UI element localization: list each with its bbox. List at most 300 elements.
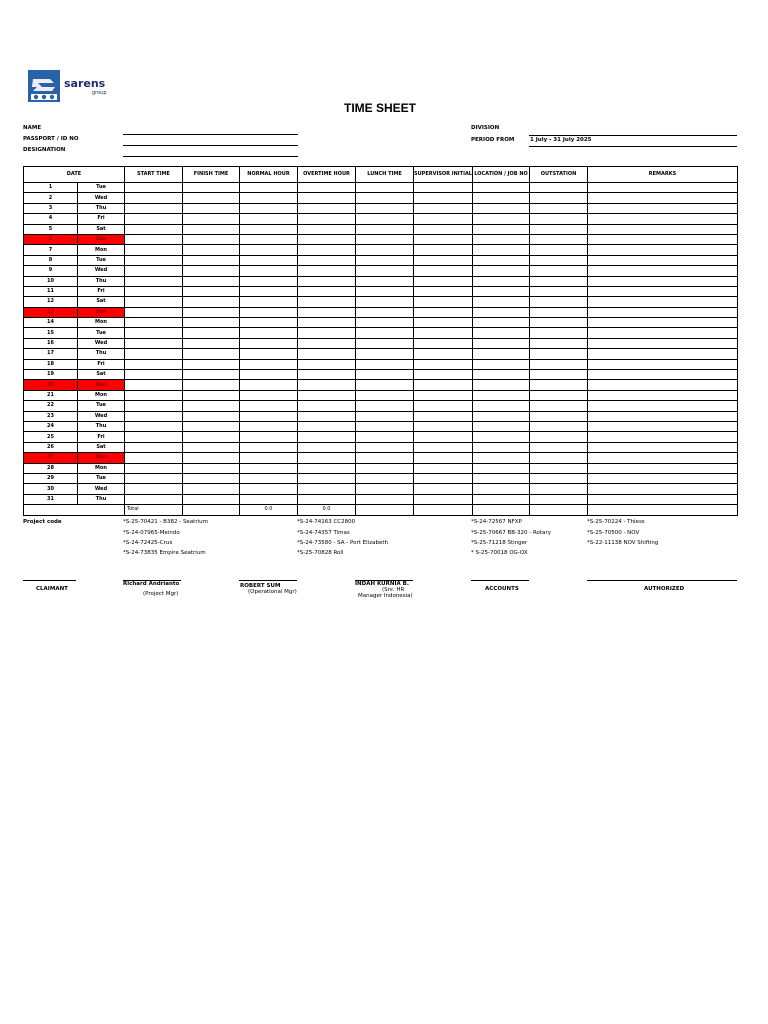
- entry-cell[interactable]: [414, 338, 473, 348]
- entry-cell[interactable]: [183, 203, 240, 213]
- entry-cell[interactable]: [356, 349, 414, 359]
- entry-cell[interactable]: [530, 401, 588, 411]
- entry-cell[interactable]: [473, 494, 530, 504]
- om-sign-line[interactable]: [239, 580, 297, 581]
- entry-cell[interactable]: [183, 359, 240, 369]
- entry-cell[interactable]: [125, 442, 183, 452]
- entry-cell[interactable]: [298, 370, 356, 380]
- entry-cell[interactable]: [530, 432, 588, 442]
- entry-cell[interactable]: [183, 484, 240, 494]
- entry-cell[interactable]: [588, 370, 738, 380]
- entry-cell[interactable]: [530, 442, 588, 452]
- entry-cell[interactable]: [240, 359, 298, 369]
- entry-cell[interactable]: [240, 401, 298, 411]
- entry-cell[interactable]: [530, 338, 588, 348]
- entry-cell[interactable]: [588, 224, 738, 234]
- entry-cell[interactable]: [125, 411, 183, 421]
- entry-cell[interactable]: [240, 432, 298, 442]
- entry-cell[interactable]: [356, 338, 414, 348]
- entry-cell[interactable]: [414, 473, 473, 483]
- entry-cell[interactable]: [356, 286, 414, 296]
- entry-cell[interactable]: [125, 338, 183, 348]
- entry-cell[interactable]: [240, 193, 298, 203]
- entry-cell[interactable]: [588, 328, 738, 338]
- entry-cell[interactable]: [414, 349, 473, 359]
- entry-cell[interactable]: [414, 494, 473, 504]
- entry-cell[interactable]: [298, 349, 356, 359]
- entry-cell[interactable]: [125, 286, 183, 296]
- entry-cell[interactable]: [588, 214, 738, 224]
- entry-cell[interactable]: [125, 234, 183, 244]
- entry-cell[interactable]: [414, 255, 473, 265]
- entry-cell[interactable]: [183, 380, 240, 390]
- entry-cell[interactable]: [473, 266, 530, 276]
- project-code-item: *S-25-70828 Roll: [297, 550, 344, 556]
- entry-cell[interactable]: [530, 390, 588, 400]
- authorized-sign-line[interactable]: [587, 580, 737, 581]
- entry-cell[interactable]: [356, 266, 414, 276]
- entry-cell[interactable]: [356, 193, 414, 203]
- entry-cell[interactable]: [588, 390, 738, 400]
- entry-cell[interactable]: [414, 442, 473, 452]
- entry-cell[interactable]: [298, 203, 356, 213]
- entry-cell[interactable]: [183, 193, 240, 203]
- entry-cell[interactable]: [125, 307, 183, 317]
- entry-cell[interactable]: [530, 453, 588, 463]
- entry-cell[interactable]: [298, 276, 356, 286]
- entry-cell[interactable]: [530, 183, 588, 193]
- entry-cell[interactable]: [414, 266, 473, 276]
- entry-cell[interactable]: [356, 359, 414, 369]
- day-number-cell: 3: [24, 203, 78, 213]
- entry-cell[interactable]: [298, 318, 356, 328]
- entry-cell[interactable]: [473, 183, 530, 193]
- entry-cell[interactable]: [240, 328, 298, 338]
- entry-cell[interactable]: [298, 183, 356, 193]
- entry-cell[interactable]: [356, 245, 414, 255]
- entry-cell[interactable]: [183, 442, 240, 452]
- entry-cell[interactable]: [356, 390, 414, 400]
- entry-cell[interactable]: [240, 338, 298, 348]
- entry-cell[interactable]: [356, 484, 414, 494]
- entry-cell[interactable]: [240, 286, 298, 296]
- entry-cell[interactable]: [473, 328, 530, 338]
- entry-cell[interactable]: [414, 307, 473, 317]
- day-number-cell: 24: [24, 421, 78, 431]
- entry-cell[interactable]: [356, 183, 414, 193]
- entry-cell[interactable]: [298, 411, 356, 421]
- entry-cell[interactable]: [414, 463, 473, 473]
- entry-cell[interactable]: [125, 245, 183, 255]
- entry-cell[interactable]: [125, 432, 183, 442]
- entry-cell[interactable]: [473, 442, 530, 452]
- entry-cell[interactable]: [588, 432, 738, 442]
- entry-cell[interactable]: [298, 307, 356, 317]
- entry-cell[interactable]: [356, 234, 414, 244]
- entry-cell[interactable]: [183, 224, 240, 234]
- total-blank: [356, 505, 414, 515]
- entry-cell[interactable]: [588, 359, 738, 369]
- entry-cell[interactable]: [588, 286, 738, 296]
- entry-cell[interactable]: [530, 411, 588, 421]
- entry-cell[interactable]: [588, 234, 738, 244]
- entry-cell[interactable]: [473, 484, 530, 494]
- entry-cell[interactable]: [588, 203, 738, 213]
- entry-cell[interactable]: [530, 297, 588, 307]
- entry-cell[interactable]: [530, 494, 588, 504]
- entry-cell[interactable]: [240, 453, 298, 463]
- entry-cell[interactable]: [588, 442, 738, 452]
- entry-cell[interactable]: [356, 307, 414, 317]
- entry-cell[interactable]: [183, 411, 240, 421]
- entry-cell[interactable]: [473, 401, 530, 411]
- entry-cell[interactable]: [298, 214, 356, 224]
- entry-cell[interactable]: [473, 307, 530, 317]
- entry-cell[interactable]: [298, 432, 356, 442]
- entry-cell[interactable]: [530, 359, 588, 369]
- entry-cell[interactable]: [414, 411, 473, 421]
- entry-cell[interactable]: [473, 453, 530, 463]
- entry-cell[interactable]: [356, 214, 414, 224]
- entry-cell[interactable]: [530, 380, 588, 390]
- entry-cell[interactable]: [530, 349, 588, 359]
- table-row: [24, 432, 738, 442]
- entry-cell[interactable]: [473, 203, 530, 213]
- entry-cell[interactable]: [125, 473, 183, 483]
- entry-cell[interactable]: [240, 234, 298, 244]
- entry-cell[interactable]: [183, 214, 240, 224]
- entry-cell[interactable]: [414, 286, 473, 296]
- entry-cell[interactable]: [125, 318, 183, 328]
- entry-cell[interactable]: [183, 370, 240, 380]
- entry-cell[interactable]: [473, 245, 530, 255]
- entry-cell[interactable]: [240, 276, 298, 286]
- entry-cell[interactable]: [183, 494, 240, 504]
- entry-cell[interactable]: [298, 255, 356, 265]
- entry-cell[interactable]: [298, 463, 356, 473]
- entry-cell[interactable]: [356, 432, 414, 442]
- entry-cell[interactable]: [240, 473, 298, 483]
- entry-cell[interactable]: [414, 297, 473, 307]
- entry-cell[interactable]: [530, 234, 588, 244]
- entry-cell[interactable]: [414, 245, 473, 255]
- entry-cell[interactable]: [356, 318, 414, 328]
- entry-cell[interactable]: [588, 318, 738, 328]
- entry-cell[interactable]: [125, 370, 183, 380]
- entry-cell[interactable]: [414, 193, 473, 203]
- entry-cell[interactable]: [356, 401, 414, 411]
- entry-cell[interactable]: [298, 494, 356, 504]
- entry-cell[interactable]: [530, 224, 588, 234]
- entry-cell[interactable]: [473, 338, 530, 348]
- entry-cell[interactable]: [588, 411, 738, 421]
- entry-cell[interactable]: [125, 297, 183, 307]
- entry-cell[interactable]: [356, 297, 414, 307]
- entry-cell[interactable]: [125, 359, 183, 369]
- entry-cell[interactable]: [298, 473, 356, 483]
- entry-cell[interactable]: [414, 224, 473, 234]
- entry-cell[interactable]: [414, 484, 473, 494]
- day-number-cell: 13: [24, 307, 78, 317]
- entry-cell[interactable]: [125, 255, 183, 265]
- entry-cell[interactable]: [588, 297, 738, 307]
- entry-cell[interactable]: [240, 266, 298, 276]
- entry-cell[interactable]: [240, 224, 298, 234]
- entry-cell[interactable]: [240, 421, 298, 431]
- entry-cell[interactable]: [356, 380, 414, 390]
- entry-cell[interactable]: [298, 224, 356, 234]
- entry-cell[interactable]: [530, 286, 588, 296]
- entry-cell[interactable]: [414, 214, 473, 224]
- entry-cell[interactable]: [125, 276, 183, 286]
- entry-cell[interactable]: [356, 203, 414, 213]
- entry-cell[interactable]: [125, 380, 183, 390]
- entry-cell[interactable]: [356, 494, 414, 504]
- entry-cell[interactable]: [473, 432, 530, 442]
- entry-cell[interactable]: [530, 318, 588, 328]
- entry-cell[interactable]: [298, 328, 356, 338]
- entry-cell[interactable]: [183, 401, 240, 411]
- entry-cell[interactable]: [240, 255, 298, 265]
- entry-cell[interactable]: [588, 349, 738, 359]
- entry-cell[interactable]: [588, 463, 738, 473]
- entry-cell[interactable]: [588, 276, 738, 286]
- entry-cell[interactable]: [473, 411, 530, 421]
- entry-cell[interactable]: [356, 463, 414, 473]
- entry-cell[interactable]: [473, 390, 530, 400]
- entry-cell[interactable]: [588, 484, 738, 494]
- entry-cell[interactable]: [588, 266, 738, 276]
- entry-cell[interactable]: [125, 193, 183, 203]
- entry-cell[interactable]: [588, 473, 738, 483]
- entry-cell[interactable]: [473, 286, 530, 296]
- entry-cell[interactable]: [298, 286, 356, 296]
- entry-cell[interactable]: [414, 453, 473, 463]
- project-code-item: *S-22-11138 NOV Shifting: [587, 540, 659, 546]
- entry-cell[interactable]: [473, 370, 530, 380]
- entry-cell[interactable]: [414, 359, 473, 369]
- entry-cell[interactable]: [356, 453, 414, 463]
- entry-cell[interactable]: [473, 349, 530, 359]
- entry-cell[interactable]: [530, 266, 588, 276]
- passport-field[interactable]: [123, 145, 298, 146]
- entry-cell[interactable]: [240, 370, 298, 380]
- entry-cell[interactable]: [183, 453, 240, 463]
- entry-cell[interactable]: [473, 214, 530, 224]
- entry-cell[interactable]: [240, 494, 298, 504]
- entry-cell[interactable]: [125, 328, 183, 338]
- entry-cell[interactable]: [530, 203, 588, 213]
- entry-cell[interactable]: [588, 255, 738, 265]
- entry-cell[interactable]: [473, 224, 530, 234]
- designation-field[interactable]: [123, 156, 298, 157]
- entry-cell[interactable]: [183, 307, 240, 317]
- om-name: ROBERT SUM: [240, 583, 281, 589]
- entry-cell[interactable]: [473, 318, 530, 328]
- entry-cell[interactable]: [298, 297, 356, 307]
- entry-cell[interactable]: [183, 276, 240, 286]
- entry-cell[interactable]: [414, 234, 473, 244]
- entry-cell[interactable]: [414, 390, 473, 400]
- entry-cell[interactable]: [298, 453, 356, 463]
- entry-cell[interactable]: [240, 245, 298, 255]
- entry-cell[interactable]: [298, 245, 356, 255]
- entry-cell[interactable]: [473, 380, 530, 390]
- day-number-cell: 21: [24, 390, 78, 400]
- entry-cell[interactable]: [473, 359, 530, 369]
- entry-cell[interactable]: [414, 432, 473, 442]
- entry-cell[interactable]: [298, 359, 356, 369]
- entry-cell[interactable]: [298, 266, 356, 276]
- entry-cell[interactable]: [356, 442, 414, 452]
- entry-cell[interactable]: [125, 494, 183, 504]
- claimant-sign-line[interactable]: [23, 580, 76, 581]
- entry-cell[interactable]: [298, 390, 356, 400]
- entry-cell[interactable]: [240, 307, 298, 317]
- entry-cell[interactable]: [125, 453, 183, 463]
- entry-cell[interactable]: [588, 338, 738, 348]
- table-row: [24, 380, 738, 390]
- entry-cell[interactable]: [298, 421, 356, 431]
- period-field[interactable]: [529, 146, 737, 147]
- name-field[interactable]: [123, 134, 298, 135]
- entry-cell[interactable]: [530, 463, 588, 473]
- entry-cell[interactable]: [588, 193, 738, 203]
- entry-cell[interactable]: [183, 234, 240, 244]
- entry-cell[interactable]: [588, 307, 738, 317]
- pm-title: (Project Mgr): [143, 591, 179, 597]
- entry-cell[interactable]: [125, 484, 183, 494]
- entry-cell[interactable]: [183, 183, 240, 193]
- entry-cell[interactable]: [240, 390, 298, 400]
- entry-cell[interactable]: [414, 401, 473, 411]
- entry-cell[interactable]: [240, 214, 298, 224]
- entry-cell[interactable]: [240, 349, 298, 359]
- entry-cell[interactable]: [125, 214, 183, 224]
- entry-cell[interactable]: [530, 328, 588, 338]
- entry-cell[interactable]: [356, 473, 414, 483]
- entry-cell[interactable]: [530, 370, 588, 380]
- entry-cell[interactable]: [298, 338, 356, 348]
- entry-cell[interactable]: [588, 245, 738, 255]
- entry-cell[interactable]: [473, 297, 530, 307]
- entry-cell[interactable]: [414, 183, 473, 193]
- entry-cell[interactable]: [183, 349, 240, 359]
- entry-cell[interactable]: [125, 183, 183, 193]
- entry-cell[interactable]: [240, 318, 298, 328]
- entry-cell[interactable]: [183, 318, 240, 328]
- entry-cell[interactable]: [183, 297, 240, 307]
- entry-cell[interactable]: [356, 421, 414, 431]
- entry-cell[interactable]: [356, 255, 414, 265]
- entry-cell[interactable]: [240, 484, 298, 494]
- entry-cell[interactable]: [183, 421, 240, 431]
- entry-cell[interactable]: [530, 307, 588, 317]
- entry-cell[interactable]: [183, 463, 240, 473]
- entry-cell[interactable]: [240, 442, 298, 452]
- entry-cell[interactable]: [240, 183, 298, 193]
- entry-cell[interactable]: [183, 245, 240, 255]
- entry-cell[interactable]: [125, 421, 183, 431]
- entry-cell[interactable]: [356, 328, 414, 338]
- entry-cell[interactable]: [298, 401, 356, 411]
- entry-cell[interactable]: [530, 484, 588, 494]
- entry-cell[interactable]: [414, 318, 473, 328]
- entry-cell[interactable]: [473, 234, 530, 244]
- entry-cell[interactable]: [473, 473, 530, 483]
- entry-cell[interactable]: [588, 494, 738, 504]
- entry-cell[interactable]: [125, 390, 183, 400]
- entry-cell[interactable]: [473, 276, 530, 286]
- accounts-sign-line[interactable]: [471, 580, 529, 581]
- entry-cell[interactable]: [530, 255, 588, 265]
- entry-cell[interactable]: [414, 276, 473, 286]
- entry-cell[interactable]: [414, 203, 473, 213]
- entry-cell[interactable]: [473, 255, 530, 265]
- entry-cell[interactable]: [125, 349, 183, 359]
- entry-cell[interactable]: [125, 266, 183, 276]
- entry-cell[interactable]: [183, 473, 240, 483]
- entry-cell[interactable]: [240, 203, 298, 213]
- entry-cell[interactable]: [356, 370, 414, 380]
- entry-cell[interactable]: [298, 484, 356, 494]
- entry-cell[interactable]: [125, 401, 183, 411]
- entry-cell[interactable]: [588, 183, 738, 193]
- entry-cell[interactable]: [183, 266, 240, 276]
- entry-cell[interactable]: [414, 328, 473, 338]
- entry-cell[interactable]: [125, 203, 183, 213]
- entry-cell[interactable]: [240, 411, 298, 421]
- entry-cell[interactable]: [414, 421, 473, 431]
- entry-cell[interactable]: [356, 411, 414, 421]
- entry-cell[interactable]: [530, 421, 588, 431]
- entry-cell[interactable]: [356, 224, 414, 234]
- entry-cell[interactable]: [298, 380, 356, 390]
- entry-cell[interactable]: [530, 214, 588, 224]
- entry-cell[interactable]: [414, 380, 473, 390]
- entry-cell[interactable]: [240, 463, 298, 473]
- entry-cell[interactable]: [125, 463, 183, 473]
- entry-cell[interactable]: [414, 370, 473, 380]
- entry-cell[interactable]: [530, 473, 588, 483]
- entry-cell[interactable]: [183, 390, 240, 400]
- entry-cell[interactable]: [473, 463, 530, 473]
- entry-cell[interactable]: [183, 432, 240, 442]
- entry-cell[interactable]: [298, 442, 356, 452]
- entry-cell[interactable]: [588, 421, 738, 431]
- entry-cell[interactable]: [298, 193, 356, 203]
- division-field[interactable]: [529, 135, 737, 136]
- entry-cell[interactable]: [588, 453, 738, 463]
- entry-cell[interactable]: [473, 421, 530, 431]
- entry-cell[interactable]: [183, 338, 240, 348]
- entry-cell[interactable]: [530, 245, 588, 255]
- entry-cell[interactable]: [183, 328, 240, 338]
- entry-cell[interactable]: [240, 297, 298, 307]
- entry-cell[interactable]: [183, 286, 240, 296]
- entry-cell[interactable]: [125, 224, 183, 234]
- entry-cell[interactable]: [240, 380, 298, 390]
- entry-cell[interactable]: [530, 276, 588, 286]
- entry-cell[interactable]: [588, 380, 738, 390]
- entry-cell[interactable]: [183, 255, 240, 265]
- table-row: [24, 183, 738, 193]
- entry-cell[interactable]: [588, 401, 738, 411]
- entry-cell[interactable]: [473, 193, 530, 203]
- entry-cell[interactable]: [356, 276, 414, 286]
- entry-cell[interactable]: [530, 193, 588, 203]
- entry-cell[interactable]: [298, 234, 356, 244]
